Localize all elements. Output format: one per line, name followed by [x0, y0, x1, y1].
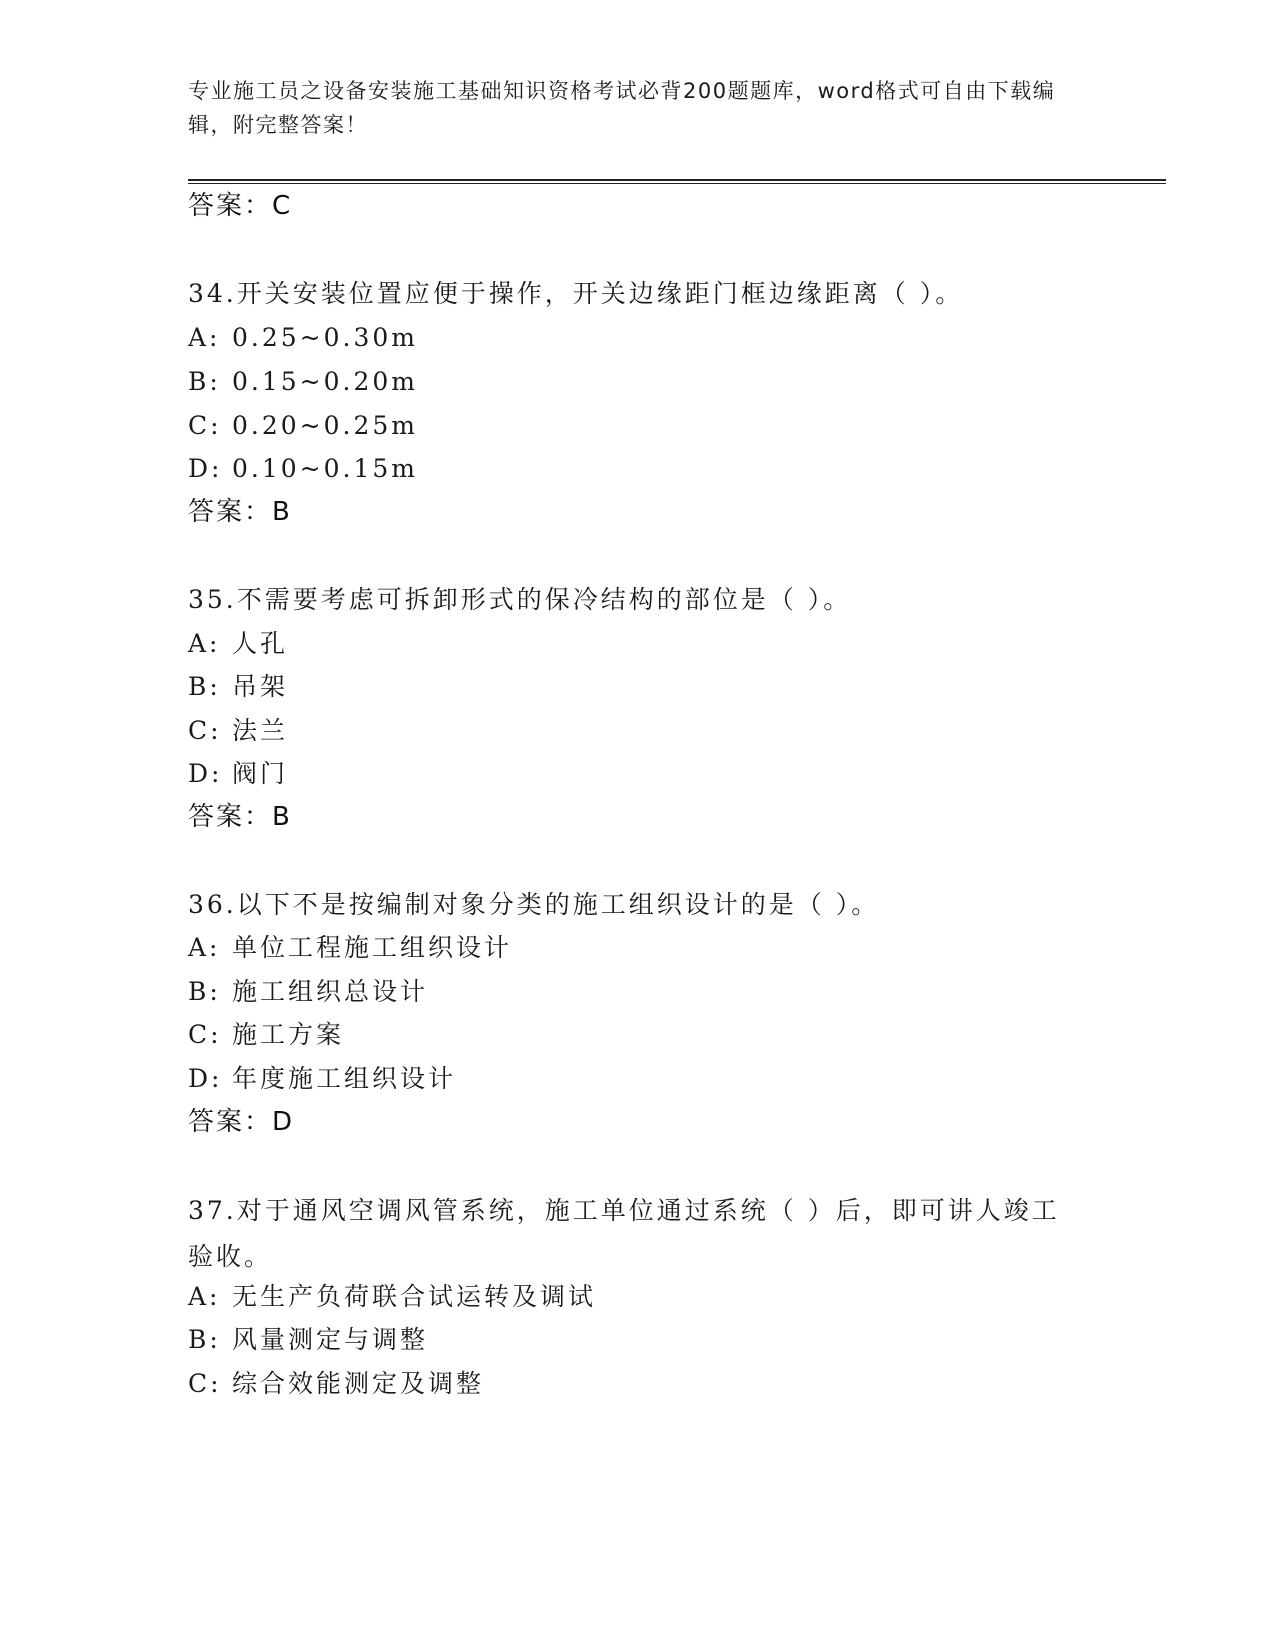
- question-37-option-c: C: 综合效能测定及调整: [188, 1369, 485, 1398]
- question-36-option-b: B: 施工组织总设计: [188, 977, 429, 1006]
- question-34-answer: 答案：B: [188, 497, 292, 527]
- question-35-option-d: D: 阀门: [188, 759, 289, 788]
- question-34-option-c: C: 0.20~0.25m: [188, 411, 418, 440]
- question-36-option-d: D: 年度施工组织设计: [188, 1064, 457, 1093]
- question-37-option-b: B: 风量测定与调整: [188, 1325, 429, 1354]
- question-35-stem: 35.不需要考虑可拆卸形式的保冷结构的部位是（ ）。: [188, 585, 852, 614]
- question-34-stem: 34.开关安装位置应便于操作，开关边缘距门框边缘距离（ ）。: [188, 279, 964, 308]
- page-header: 专业施工员之设备安装施工基础知识资格考试必背200题题库，word格式可自由下载编辑，附完整答案！: [188, 79, 1056, 137]
- question-34-option-d: D: 0.10~0.15m: [188, 454, 418, 483]
- question-37-option-a: A: 无生产负荷联合试运转及调试: [188, 1282, 597, 1311]
- question-37-stem: 37.对于通风空调风管系统，施工单位通过系统（ ）后，即可讲人竣工验收。: [188, 1196, 1060, 1271]
- question-36-option-a: A: 单位工程施工组织设计: [188, 933, 513, 962]
- question-34-option-a: A: 0.25~0.30m: [188, 323, 418, 352]
- question-35-option-a: A: 人孔: [188, 629, 289, 658]
- question-35-option-b: B: 吊架: [188, 672, 289, 701]
- header-divider-thick: [188, 179, 1166, 181]
- question-36-stem: 36.以下不是按编制对象分类的施工组织设计的是（ ）。: [188, 890, 880, 919]
- question-35-option-c: C: 法兰: [188, 716, 289, 745]
- answer-prev: 答案：C: [188, 191, 293, 221]
- question-34-option-b: B: 0.15~0.20m: [188, 367, 418, 396]
- question-35-answer: 答案：B: [188, 802, 292, 832]
- question-36-answer: 答案：D: [188, 1107, 295, 1137]
- question-36-option-c: C: 施工方案: [188, 1020, 345, 1049]
- header-divider-thin: [188, 183, 1166, 184]
